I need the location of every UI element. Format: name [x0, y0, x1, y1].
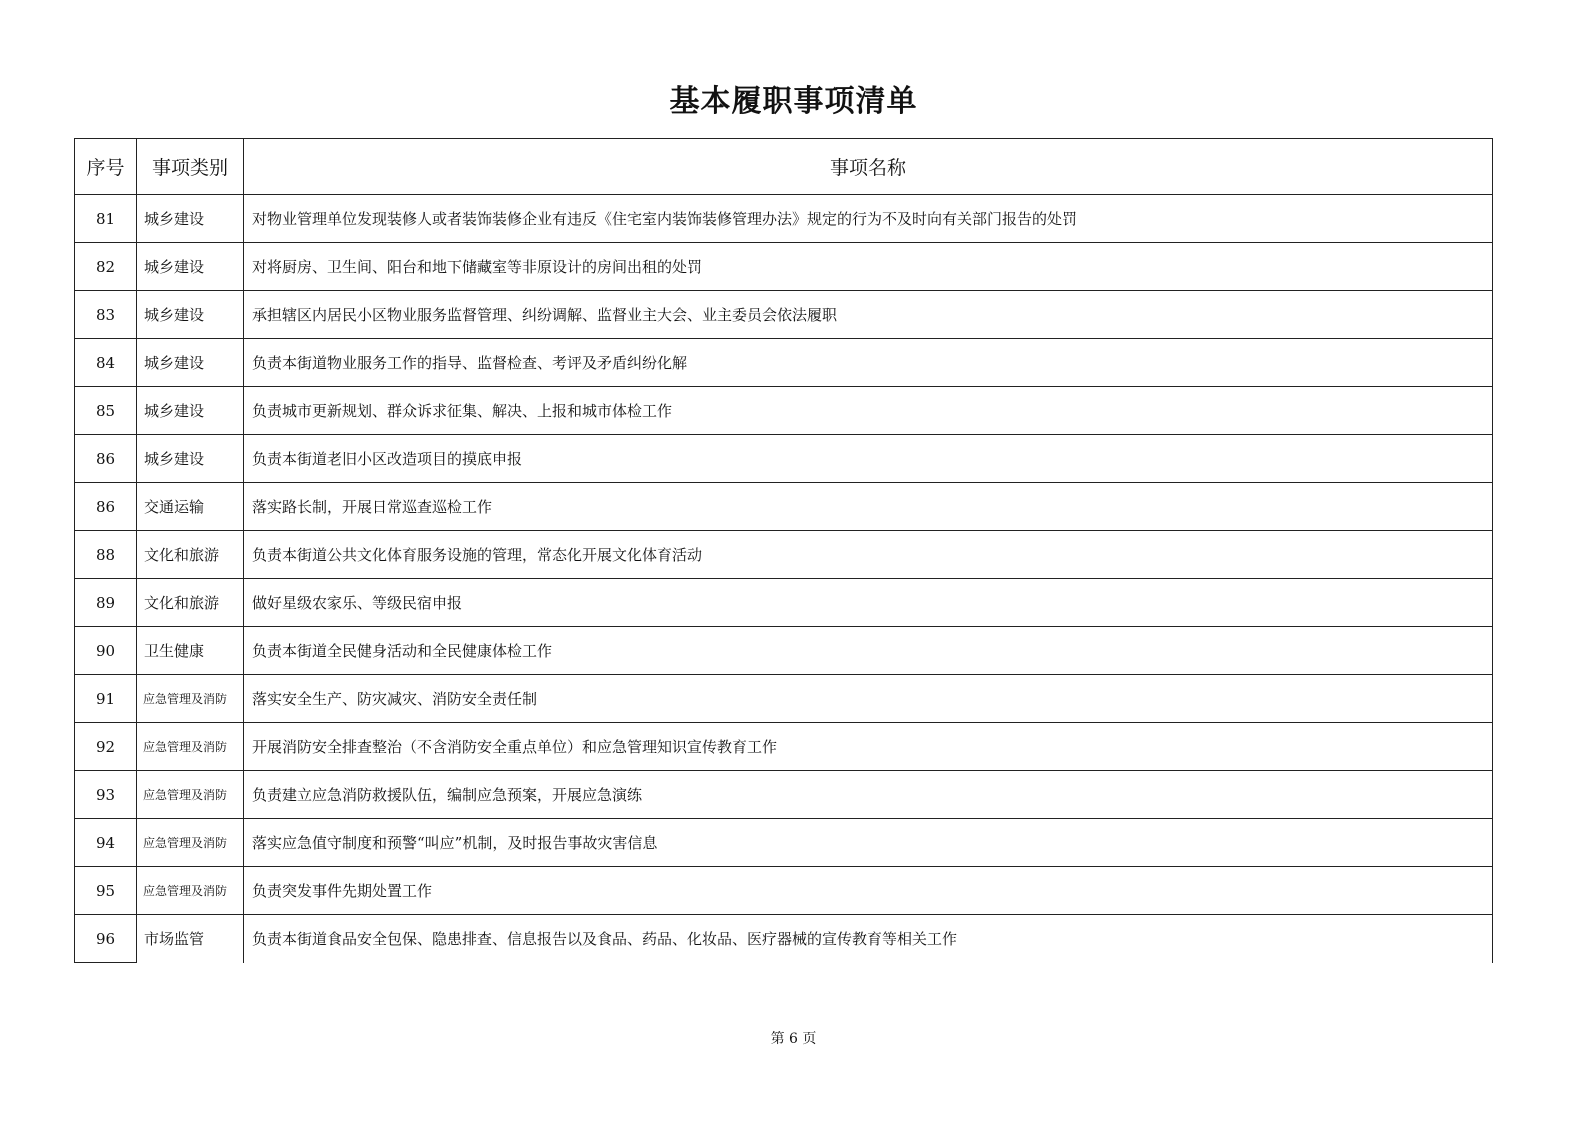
table-row — [75, 339, 1493, 387]
row-seq: 96 — [75, 915, 137, 963]
table-row — [75, 243, 1493, 291]
row-seq: 89 — [75, 579, 137, 627]
row-category: 城乡建设 — [137, 195, 244, 243]
page-number: 第 6 页 — [770, 1031, 817, 1047]
table-row — [75, 579, 1493, 627]
table-row — [75, 867, 1493, 915]
row-name: 负责本街道公共文化体育服务设施的管理，常态化开展文化体育活动 — [244, 531, 1493, 579]
row-seq: 85 — [75, 387, 137, 435]
row-name: 落实安全生产、防灾减灾、消防安全责任制 — [244, 675, 1493, 723]
row-category: 交通运输 — [137, 483, 244, 531]
row-category: 卫生健康 — [137, 627, 244, 675]
row-category: 文化和旅游 — [137, 579, 244, 627]
row-seq: 92 — [75, 723, 137, 771]
row-seq: 91 — [75, 675, 137, 723]
row-category: 应急管理及消防 — [137, 675, 244, 723]
row-category: 城乡建设 — [137, 387, 244, 435]
row-seq: 81 — [75, 195, 137, 243]
row-category: 城乡建设 — [137, 291, 244, 339]
row-name: 开展消防安全排查整治（不含消防安全重点单位）和应急管理知识宣传教育工作 — [244, 723, 1493, 771]
page-title: 基本履职事项清单 — [669, 84, 918, 119]
row-category: 应急管理及消防 — [137, 867, 244, 915]
row-seq: 86 — [75, 483, 137, 531]
row-name: 负责建立应急消防救援队伍，编制应急预案，开展应急演练 — [244, 771, 1493, 819]
row-seq: 95 — [75, 867, 137, 915]
row-name: 落实路长制，开展日常巡查巡检工作 — [244, 483, 1493, 531]
row-name: 对将厨房、卫生间、阳台和地下储藏室等非原设计的房间出租的处罚 — [244, 243, 1493, 291]
table-row — [75, 195, 1493, 243]
row-category: 文化和旅游 — [137, 531, 244, 579]
table-row — [75, 531, 1493, 579]
table-header-row — [75, 139, 1493, 195]
table-row — [75, 387, 1493, 435]
row-name: 负责本街道物业服务工作的指导、监督检查、考评及矛盾纠纷化解 — [244, 339, 1493, 387]
row-name: 负责突发事件先期处置工作 — [244, 867, 1493, 915]
row-name: 落实应急值守制度和预警“叫应”机制，及时报告事故灾害信息 — [244, 819, 1493, 867]
row-name: 负责本街道食品安全包保、隐患排查、信息报告以及食品、药品、化妆品、医疗器械的宣传教育等相关工作 — [244, 915, 1493, 963]
row-seq: 84 — [75, 339, 137, 387]
row-seq: 86 — [75, 435, 137, 483]
table-row — [75, 723, 1493, 771]
row-seq: 88 — [75, 531, 137, 579]
row-name: 承担辖区内居民小区物业服务监督管理、纠纷调解、监督业主大会、业主委员会依法履职 — [244, 291, 1493, 339]
row-seq: 93 — [75, 771, 137, 819]
table-row — [75, 675, 1493, 723]
row-name: 负责本街道老旧小区改造项目的摸底申报 — [244, 435, 1493, 483]
row-seq: 90 — [75, 627, 137, 675]
table-row — [75, 627, 1493, 675]
table-row — [75, 771, 1493, 819]
row-category: 应急管理及消防 — [137, 723, 244, 771]
row-name: 对物业管理单位发现装修人或者装饰装修企业有违反《住宅室内装饰装修管理办法》规定的行为不及时向有关部门报告的处罚 — [244, 195, 1493, 243]
row-category: 市场监管 — [137, 915, 244, 963]
row-name: 做好星级农家乐、等级民宿申报 — [244, 579, 1493, 627]
table-row — [75, 291, 1493, 339]
header-category: 事项类别 — [137, 139, 244, 195]
row-category: 应急管理及消防 — [137, 819, 244, 867]
row-category: 城乡建设 — [137, 243, 244, 291]
header-name: 事项名称 — [244, 139, 1493, 195]
row-name: 负责城市更新规划、群众诉求征集、解决、上报和城市体检工作 — [244, 387, 1493, 435]
row-category: 城乡建设 — [137, 339, 244, 387]
table-row — [75, 819, 1493, 867]
header-seq: 序号 — [75, 139, 137, 195]
row-category: 城乡建设 — [137, 435, 244, 483]
duties-table — [74, 138, 1493, 963]
row-name: 负责本街道全民健身活动和全民健康体检工作 — [244, 627, 1493, 675]
row-seq: 83 — [75, 291, 137, 339]
table-row — [75, 435, 1493, 483]
table-row — [75, 915, 1493, 963]
row-seq: 94 — [75, 819, 137, 867]
table-row — [75, 483, 1493, 531]
row-category: 应急管理及消防 — [137, 771, 244, 819]
row-seq: 82 — [75, 243, 137, 291]
